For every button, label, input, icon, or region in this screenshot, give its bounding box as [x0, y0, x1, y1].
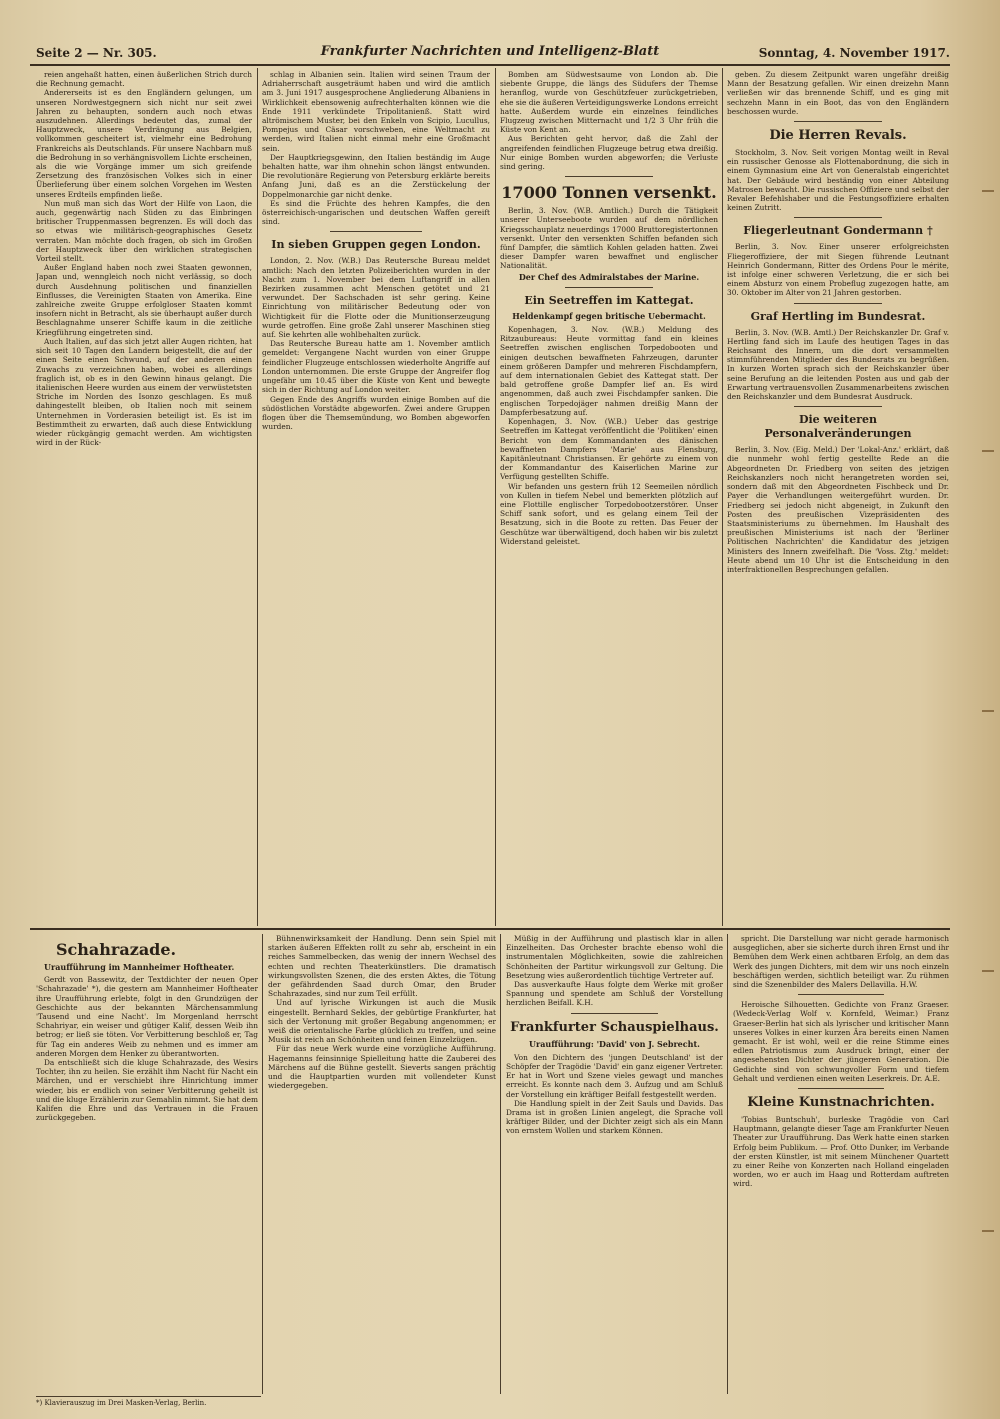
paragraph: Kopenhagen, 3. Nov. (W.B.) Meldung des Ritzaubureaus: Heute vormittag fand ein kleines Seetreffen zwischen englischen Torpedobooten und einigen deutschen bewaffneten Fahrzeugen, darunter einem größeren Dampfer und mehreren Fischdampfern, auf dem internationalen Gebiet des Kattegat statt. Der bald getroffene große Dampfer lief an. Es wird angenommen, daß auch zwei Fischdampfer sanken. Die englischen Torpedojäger nahmen dreißig Mann der Dampferbesatzung auf. — [500, 325, 718, 417]
column-rule — [257, 68, 258, 926]
feuilleton-column-1 — [36, 934, 258, 1392]
paragraph: Die Handlung spielt in der Zeit Sauls und Davids. Das Drama ist in großen Linien angelegt, die Sprache voll kräftiger Bilder, und der Dichter zeigt sich als ein Mann von ernstem Wollen und starkem Können. — [506, 1098, 723, 1136]
article-subheadline: Uraufführung: 'David' von J. Sebrecht. — [529, 1038, 700, 1049]
divider — [565, 176, 652, 177]
column-rule — [500, 934, 501, 1394]
paragraph: Auch Italien, auf das sich jetzt aller Augen richten, hat sich seit 10 Tagen den Landern beigestellt, die auf der einen Seite einen Schwund, auf der anderen einen Zuwachs zu verzeichnen haben, wobei es allerdings fraglich ist, ob es in den Gewinn hinaus gelangt. Die italienischen Heere wurden aus einem der verwüstetsten Striche im Norden des Isonzo geschlagen. Es muß dahingestellt bleiben, ob Italien noch mit seinem Unternehmen in Vorderasien beteiligt ist. Es ist im Bestimmtheit zu erwarten, daß auch diese Entwicklung wieder rückgängig gemacht werden. Am wichtigsten wird in der Rück- — [36, 336, 252, 448]
article-signature: Der Chef des Admiralstabes der Marine. — [518, 271, 700, 282]
issue-date: Sonntag, 4. November 1917. — [758, 46, 950, 60]
paragraph: Für das neue Werk wurde eine vorzügliche Aufführung. Hagemanns feinsinnige Spielleitung hatte die Zauberei des Märchens auf die Bühne gestellt. Sieverts sangen prächtig und die Hauptpartien wurden mit vollendeter Kunst wiedergegeben. — [268, 1044, 496, 1091]
divider — [565, 287, 652, 288]
feuilleton-column-3 — [506, 934, 723, 1392]
divider — [794, 121, 883, 122]
article-headline: Die Herren Revals. — [769, 128, 907, 144]
paragraph: Berlin, 3. Nov. (Eig. Meld.) Der 'Lokal-Anz.' erklärt, daß die nunmehr wohl fertig gestellte Rede an die Abgeordneten Dr. Friedberg von seiten des jetzigen Reichskanzlers noch nicht herangetreten worden sei, sondern daß mit den Abgeordneten Fischbeck und Dr. Payer die Verhandlungen weitergeführt wurden. Dr. Friedberg sei jedoch nicht abgeneigt, in Zukunft den Posten des preußischen Vizepräsidenten des Staatsministeriums zu übernehmen. Im Haushalt des preußischen Ministeriums ist nach der 'Berliner Politischen Nachrichten' die Kandidatur des jetzigen Ministers des Innern zweifelhaft. Die 'Voss. Ztg.' meldet: Heute abend um 10 Uhr ist die Entscheidung in den interfraktionellen Besprechungen gefallen. — [727, 445, 949, 574]
article-headline: Kleine Kunstnachrichten. — [747, 1095, 935, 1111]
article-headline: Ein Seetreffen im Kattegat. — [524, 293, 694, 307]
paragraph: Von den Dichtern des 'jungen Deutschland' ist der Schöpfer der Tragödie 'David' ein ganz eigener Vertreter. Er hat in Wort und Szene vieles gewagt und manches erreicht. Es konnte nach dem 3. Aufzug und am Schluß der Vorstellung ein kräftiger Beifall festgestellt werden. — [506, 1052, 723, 1099]
paragraph: Kopenhagen, 3. Nov. (W.B.) Ueber das gestrige Seetreffen im Kattegat veröffentlicht die 'Politiken' einen Bericht von dem Kommandanten des dänischen bewaffneten Dampfers 'Marie' aus Flensburg, Kapitänleutnant Christiansen. Er gehörte zu einem von der Kommandantur des Kaiserlichen Marine zur Verfügung gestellten Schiffe. — [500, 417, 718, 482]
article-headline: Schahrazade. — [56, 940, 177, 959]
paragraph: Gerdt von Bassewitz, der Textdichter der neuen Oper 'Schahrazade' *), die gestern am Mannheimer Hoftheater ihre Uraufführung erlebte, folgt in den Grundzügen der Geschichte aus der bekannten Märchensammlung 'Tausend und eine Nacht'. Im Morgenland herrscht Schahriyar, ein weiser und gütiger Kalif, dessen Weib ihn betrog; er ließ sie töten. Vor Verbitterung beschloß er, Tag für Tag ein anderes Weib zu nehmen und es immer am anderen Morgen dem Henker zu überantworten. — [36, 975, 258, 1058]
paragraph: Da entschließt sich die kluge Schahrazade, des Wesirs Tochter, ihn zu heilen. Sie erzählt ihm Nacht für Nacht ein Märchen, und er verschiebt ihre Hinrichtung immer wieder, bis er endlich von seiner Verbitterung geheilt ist und die kluge Erzählerin zur Gemahlin nimmt. Sie hat dem Kalifen die Ehre und das Vertrauen in die Frauen zurückgegeben. — [36, 1058, 258, 1123]
paragraph: spricht. Die Darstellung war nicht gerade harmonisch ausgeglichen, aber sie sicherte durch ihren Ernst und ihr Bemühen dem Werk einen achtbaren Erfolg, an dem das Werk des jungen Dichters, mit dem wir uns noch einzeln beschäftigen werden, sichtlich beteiligt war. Zu rühmen sind die Szenenbilder des Malers Dellavilla. H.W. — [733, 934, 949, 990]
divider — [571, 1013, 658, 1014]
paragraph: Heroische Silhouetten. Gedichte von Franz Graeser. (Wedeck-Verlag Wolf v. Kornfeld, Weimar.) Franz Graeser-Berlin hat sich als lyrischer und kritischer Mann unseres Volkes in einer kurzen Ära bereits einen Namen gemacht. Er ist wohl, weil er die reine Stimme eines edlen Patriotismus zum Ausdruck bringt, einer der angesehensten Dichter der jüngeren Generation. Die Gedichte sind von schwungvoller Form und tiefem Gehalt und verdienen einen weiten Leserkreis. Dr. A.E. — [733, 1000, 949, 1083]
divider — [794, 303, 883, 304]
paragraph: Es sind die Früchte des hehren Kampfes, die den österreichisch-ungarischen und deutschen Waffen gereift sind. — [262, 198, 490, 227]
column-3 — [500, 70, 718, 926]
paragraph: Berlin, 3. Nov. (W.B. Amtl.) Der Reichskanzler Dr. Graf v. Hertling fand sich im Laufe des heutigen Tages in das Reichsamt des Innern, um die dort versammelten stimmführenden Mitglieder des Bundesrats zu begrüßen. In kurzen Worten sprach sich der Reichskanzler über seine Berufung an die leitenden Posten aus und gab der Erwartung vertrauensvollen Zusammenarbeitens zwischen den Reichskanzler und dem Bundesrat Ausdruck. — [727, 327, 949, 402]
paragraph: Andererseits ist es den Engländern gelungen, um unseren Nordwestgegnern sich nicht nur seit zwei Jahren zu behaupten, sondern auch noch etwas auszudehnen. Allerdings bedeutet das, zumal der Hauptzweck, unsere Verdrängung aus Belgien, vollkommen gescheitert ist, vielmehr eine Bedrohung Frankreichs als Deutschlands. Für unsere Nachbarn muß die Bedrohung in so verhängnisvollem Lichte erscheinen, als die wie Vorgänge immer um sich greifende Zersetzung des französischen Volkes sich in einer Überlieferung über einem solchen Vorgehen im Westen unseres Erdteils empfinden ließe. — [36, 88, 252, 199]
paragraph: reien angehaßt hatten, einen äußerlichen Strich durch die Rechnung gemacht. — [36, 70, 252, 89]
masthead: Frankfurter Nachrichten und Intelligenz-Blatt — [320, 44, 660, 59]
footnote: *) Klavierauszug im Drei Masken-Verlag, Berlin. — [36, 1396, 261, 1407]
divider — [798, 994, 884, 995]
paragraph: Gegen Ende des Angriffs wurden einige Bomben auf die südöstlichen Vorstädte abgeworfen. Zwei andere Gruppen flogen über die Themsemündung, wo Bomben abgeworfen wurden. — [262, 394, 490, 432]
paragraph: Bomben am Südwestsaume von London ab. Die siebente Gruppe, die längs des Südufers der Themse heranflog, wurde von Geschützfeuer zurückgetrieben, ehe sie die äußeren Verteidigungswerke Londons erreicht hatte. Außerdem wurde ein einzelnes feindliches Flugzeug zwischen Mitternacht und 1/2 3 Uhr früh die Küste von Kent an. — [500, 70, 718, 135]
page-number: Seite 2 — Nr. 305. — [36, 46, 157, 60]
article-headline: Frankfurter Schauspielhaus. — [510, 1019, 719, 1035]
column-rule — [722, 68, 723, 926]
column-rule — [262, 934, 263, 1394]
paragraph: Bühnenwirksamkeit der Handlung. Denn sein Spiel mit starken äußeren Effekten rollt zu sehr ab, erscheint in ein reiches Sammelbecken, das wenig der innern Wechsel des echten und rechten Theaterkünstlers. Die dramatisch wirkungsvollsten Szenen, die des ersten Aktes, die Tötung der gefährdenden Saad durch Omar, den Bruder Schahrazades, sind nur zum Teil erfüllt. — [268, 934, 496, 999]
article-headline: Graf Hertling im Bundesrat. — [750, 309, 926, 323]
divider — [330, 231, 421, 232]
paragraph: Berlin, 3. Nov. (W.B. Amtlich.) Durch die Tätigkeit unserer Unterseeboote wurden auf dem nördlichen Kriegsschauplatz neuerdings 17000 Bruttoregistertonnen versenkt. Unter den versenkten Schiffen befanden sich fünf Dampfer, die sämtlich Kohlen geladen hatten. Zwei dieser Dampfer waren bewaffnet und englischer Nationalität. — [500, 206, 718, 271]
paragraph: Berlin, 3. Nov. Einer unserer erfolgreichsten Fliegeroffiziere, der mit Siegen führende Leutnant Heinrich Gondermann, Ritter des Ordens Pour le mérite, ist infolge einer schweren Verletzung, die er sich bei einem Absturz von einem Probeflug zugezogen hatte, am 30. Oktober im Alter von 21 Jahren gestorben. — [727, 242, 949, 298]
paragraph: 'Tobias Buntschuh', burleske Tragödie von Carl Hauptmann, gelangte dieser Tage am Frankfurter Neuen Theater zur Uraufführung. Das Werk hatte einen starken Erfolg beim Publikum. — Prof. Otto Dunker, im Verbande der ersten Künstler, ist mit seinem Münchener Quartett zu einer Reihe von Konzerten nach Holland eingeladen worden, wo er auch im Haag und Rotterdam auftreten wird. — [733, 1115, 949, 1189]
paragraph: Das ausverkaufte Haus folgte dem Werke mit großer Spannung und spendete am Schluß der Vorstellung herzlichen Beifall. K.H. — [506, 980, 723, 1008]
feuilleton-column-2 — [268, 934, 496, 1392]
paragraph: Nun muß man sich das Wort der Hilfe von Laon, die auch, gegenwärtig nach Süden zu das Einbringen britischer Truppenmassen begrenzen. Es will doch das so etwas wie militärisch-geographisches Gesetz verraten. Man möchte doch fragen, ob sich im Großen der Hauptzweck über den wirklichen strategischen Vorteil stellt. — [36, 198, 252, 264]
article-headline: In sieben Gruppen gegen London. — [271, 238, 481, 252]
column-2 — [262, 70, 490, 926]
article-subheadline: Heldenkampf gegen britische Uebermacht. — [512, 310, 706, 321]
paragraph: Außer England haben noch zwei Staaten gewonnen, Japan und, wenngleich noch nicht verlässig, so doch durch Ausdehnung politischen und finanziellen Einflusses, die Vereinigten Staaten von Amerika. Eine zahlreiche zweite Gruppe erfolgloser Staaten kommt insofern nicht in Betracht, als sie überhaupt außer durch Beschlagnahme unserer Schiffe kaum in die zeitliche Kriegführung eingetreten sind. — [36, 263, 252, 337]
divider — [794, 217, 883, 218]
paragraph: London, 2. Nov. (W.B.) Das Reutersche Bureau meldet amtlich: Nach den letzten Polizeiberichten wurden in der Nacht zum 1. November bei dem Luftangriff in allen Bezirken zusammen acht Menschen getötet und 21 verwundet. Der Sachschaden ist sehr gering. Keine Einrichtung von militärischer Bedeutung oder von Wichtigkeit für die Flotte oder die Munitionserzeugung wurde getroffen. Eine große Zahl unserer Maschinen stieg auf. Sie kehrten alle wohlbehalten zurück. — [262, 256, 490, 340]
article-headline: Die weiteren Personalveränderungen — [764, 413, 912, 441]
paragraph: Wir befanden uns gestern früh 12 Seemeilen nördlich von Kullen in tiefem Nebel und bemerkten plötzlich auf eine Flottille englischer Torpedobootzerstörer. Unser Schiff sank sofort, und es gelang einem Teil der Besatzung, sich in die Boote zu retten. Das Feuer der Geschütze war überwältigend, doch haben wir bis zuletzt Widerstand geleistet. — [500, 481, 718, 546]
header-rule — [30, 64, 950, 66]
paragraph: Das Reutersche Bureau hatte am 1. November amtlich gemeldet: Vergangene Nacht wurden von einer Gruppe feindlicher Flugzeuge entschlossen wiederholte Angriffe auf London unternommen. Die erste Gruppe der Angreifer flog ungefähr um 10.45 über die Küste von Kent und bewegte sich in der Richtung auf London weiter. — [262, 339, 490, 395]
divider — [794, 406, 883, 407]
column-rule — [727, 934, 728, 1394]
article-subheadline: Uraufführung im Mannheimer Hoftheater. — [44, 962, 235, 972]
article-headline: Fliegerleutnant Gondermann † — [743, 224, 933, 238]
article-headline: 17000 Tonnen versenkt. — [501, 183, 717, 203]
column-rule — [495, 68, 496, 926]
column-4 — [727, 70, 949, 926]
paragraph: Aus Berichten geht hervor, daß die Zahl der angreifenden feindlichen Flugzeuge betrug etwa dreißig. Nur einige Bomben wurden abgeworfen; die Verluste sind gering. — [500, 134, 718, 172]
paragraph: Und auf lyrische Wirkungen ist auch die Musik eingestellt. Bernhard Sekles, der gebürtige Frankfurter, hat sich der Vertonung mit großer Begabung angenommen; er weiß die orientalische Farbe glücklich zu treffen, und seine Musik ist reich an Schönheiten und feinen Einzelzügen. — [268, 998, 496, 1045]
column-1 — [36, 70, 252, 926]
paragraph: Der Hauptkriegsgewinn, den Italien beständig im Auge behalten hatte, war ihm ohnehin schon längst entwunden. Die revolutionäre Regierung von Petersburg erklärte bereits Anfang Juni, daß es an die Zerstückelung der Doppelmonarchie gar nicht denke. — [262, 152, 490, 199]
paragraph: geben. Zu diesem Zeitpunkt waren ungefähr dreißig Mann der Besatzung gefallen. Wir einen dreizehn Mann verließen wir das brennende Schiff, und es ging mit sechzehn Mann in ein Boot, das von den Engländern beschossen wurde. — [727, 70, 949, 116]
page-header — [30, 42, 950, 64]
page-edge-wear — [978, 70, 996, 1410]
paragraph: Stockholm, 3. Nov. Seit vorigen Montag weilt in Reval ein russischer Genosse als Flottenabordnung, die sich in einem Gymnasium eine Art von Generalstab eingerichtet hat. Der Gebäude wird beständig von einer Abteilung Matrosen bewacht. Die russischen Offiziere und selbst der Revaler Befehlshaber und die Festungsoffiziere erhalten keinen Zutritt. — [727, 148, 949, 213]
paragraph: Müßig in der Aufführung und plastisch klar in allen Einzelheiten. Das Orchester brachte ebenso wohl die instrumentalen Möglichkeiten, sowie die zahlreichen Schönheiten der Partitur wirkungsvoll zur Geltung. Die Besetzung wies außerordentlich tüchtige Vertreter auf. — [506, 934, 723, 980]
feuilleton-rule — [30, 928, 950, 930]
paragraph: schlag in Albanien sein. Italien wird seinen Traum der Adriaherrschaft ausgeträumt haben und wird die amtlich am 3. Juni 1917 ausgesprochene Angliederung Albaniens in Wirklichkeit ebensowenig aufrechterhalten können wie die Ende 1911 verkündete Tripolitanienß. Statt wird altrömischem Muster, bei den Enkeln von Scipio, Lucullus, Pompejus und Cäsar vorschweben, eine Weltmacht zu werden, wird Italien nicht einmal mehr eine Großmacht sein. — [262, 70, 490, 153]
feuilleton-column-4 — [733, 934, 949, 1392]
divider — [798, 1088, 884, 1089]
